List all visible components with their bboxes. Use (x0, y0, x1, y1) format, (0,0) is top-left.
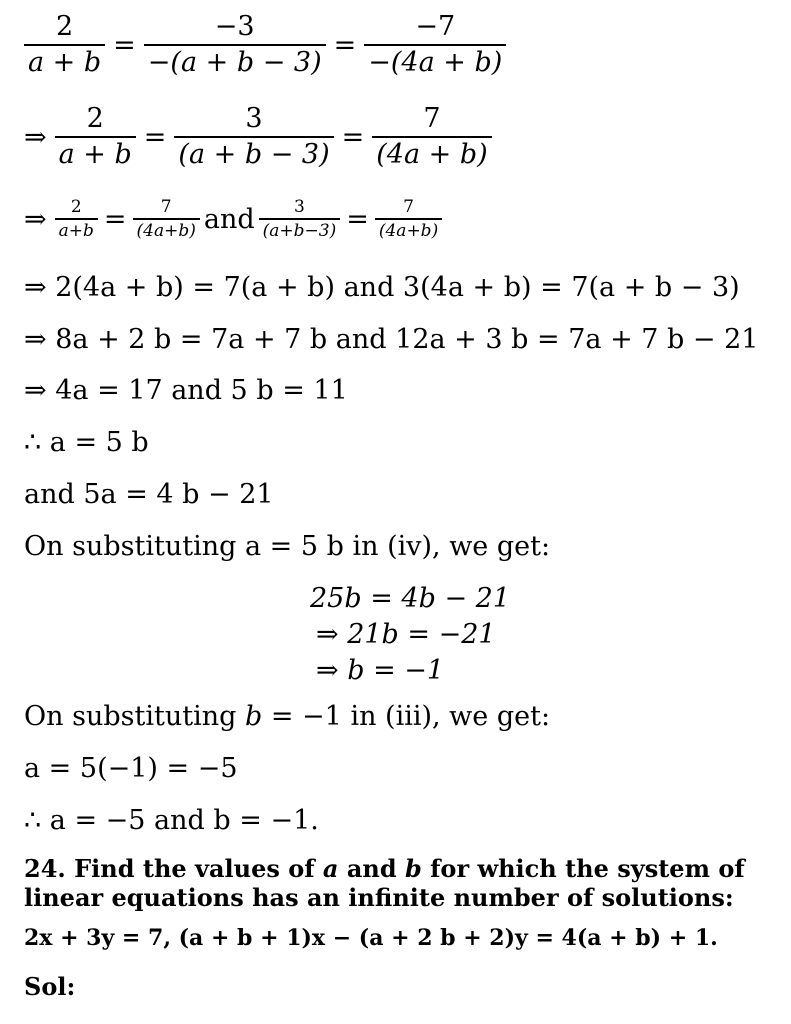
fraction-3 (372, 102, 491, 172)
numerator: −3 (214, 11, 255, 42)
fraction-3 (259, 196, 341, 242)
denominator: −(4a + b) (368, 47, 503, 78)
variable-b: b (244, 701, 263, 732)
numerator: 2 (55, 11, 74, 42)
numerator: 3 (294, 197, 305, 217)
question-line-3: 2x + 3y = 7, (a + b + 1)x − (a + 2 b + 2)y = 4(a + b) + 1. (24, 925, 718, 951)
fraction-2 (133, 196, 200, 242)
numerator: 7 (160, 197, 172, 217)
equation-line-4: ⇒ 2(4a + b) = 7(a + b) and 3(4a + b) = 7(a + b − 3) (24, 272, 740, 303)
equals-sign: = (346, 203, 369, 235)
equals-sign: = (113, 29, 136, 61)
question-line-2: linear equations has an infinite number of solutions: (24, 883, 734, 912)
denominator: (a + b − 3) (178, 139, 330, 170)
fraction-2 (174, 102, 333, 172)
numerator: 7 (403, 197, 414, 217)
text-line-10 (24, 701, 550, 733)
fraction-1 (24, 10, 105, 80)
question-line-1 (24, 855, 745, 883)
fraction-1 (55, 196, 98, 242)
variable-a: a (322, 854, 339, 883)
denominator: a + b (58, 139, 132, 170)
implies-arrow: ⇒ (24, 203, 47, 235)
equation-1 (24, 10, 506, 80)
variable-b: b (404, 854, 422, 883)
equals-sign: = (103, 203, 127, 235)
solution-label: Sol: (24, 972, 76, 1001)
fraction-2 (144, 10, 326, 80)
equation-line-7: ∴ a = 5 b (24, 427, 149, 458)
numerator: 2 (86, 103, 104, 134)
text-segment: and (338, 854, 405, 883)
numerator: 2 (70, 197, 82, 217)
equation-line-6: ⇒ 4a = 17 and 5 b = 11 (24, 375, 348, 406)
denominator: (4a+b) (378, 221, 439, 241)
denominator: a + b (28, 47, 102, 78)
equation-line-12: ∴ a = −5 and b = −1. (24, 805, 319, 836)
text-segment: = −1 in (iii), we get: (262, 701, 551, 732)
equals-sign: = (143, 121, 167, 153)
denominator: a+b (58, 221, 94, 241)
and-word: and (203, 203, 255, 235)
equals-sign: = (333, 29, 357, 61)
fraction-3 (364, 10, 506, 80)
denominator: (4a + b) (376, 139, 488, 170)
denominator: (4a+b) (136, 221, 196, 241)
equation-line-11: a = 5(−1) = −5 (24, 753, 238, 784)
numerator: 7 (423, 103, 441, 134)
centered-equation-3: ⇒ b = −1 (316, 655, 445, 686)
implies-arrow: ⇒ (24, 121, 47, 153)
equation-2 (24, 102, 492, 172)
equation-line-8: and 5a = 4 b − 21 (24, 479, 274, 510)
text-segment: for which the system of (421, 854, 745, 883)
fraction-1 (55, 102, 136, 172)
equation-3 (24, 196, 442, 242)
denominator: −(a + b − 3) (147, 47, 322, 78)
fraction-4 (375, 196, 442, 242)
equals-sign: = (341, 121, 365, 153)
centered-equation-1: 25b = 4b − 21 (310, 583, 511, 614)
numerator: 3 (245, 103, 263, 134)
denominator: (a+b−3) (262, 221, 337, 241)
equation-line-5: ⇒ 8a + 2 b = 7a + 7 b and 12a + 3 b = 7a + 7 b − 21 (24, 324, 759, 355)
text-line-9: On substituting a = 5 b in (iv), we get: (24, 531, 551, 562)
text-segment: 24. Find the values of (24, 854, 323, 883)
text-segment: On substituting (24, 701, 245, 732)
numerator: −7 (415, 11, 456, 42)
centered-equation-2: ⇒ 21b = −21 (316, 619, 496, 650)
